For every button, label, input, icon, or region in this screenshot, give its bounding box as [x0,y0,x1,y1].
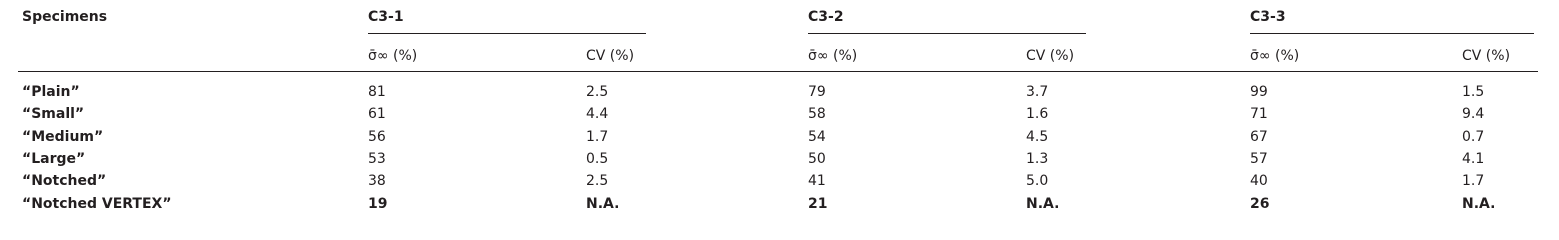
table-cell: 50 [808,151,826,167]
table-cell: 2.5 [586,84,609,100]
group-underline-c3-2 [808,33,1086,34]
table-cell: 1.7 [1462,173,1485,189]
table-cell: 40 [1250,173,1268,189]
row-label: “Small” [22,106,85,122]
table-cell: 58 [808,106,826,122]
table-cell: 2.5 [586,173,609,189]
table-cell: 53 [368,151,386,167]
group-underline-c3-3 [1250,33,1534,34]
table-cell: 4.5 [1026,129,1049,145]
row-label: “Notched” [22,173,107,189]
row-label: “Large” [22,151,86,167]
row-label: “Notched VERTEX” [22,196,172,212]
table-cell: 61 [368,106,386,122]
row-label: “Medium” [22,129,104,145]
subheader-stress-c3-2: σ̄∞ (%) [808,48,858,64]
table-cell: N.A. [586,196,620,212]
table-cell: 4.4 [586,106,609,122]
group-header-c3-2: C3-2 [808,9,844,25]
table-cell: 3.7 [1026,84,1049,100]
table-cell: 54 [808,129,826,145]
table-cell: 1.3 [1026,151,1049,167]
subheader-cv-c3-3: CV (%) [1462,48,1511,64]
table-cell: 21 [808,196,828,212]
group-header-c3-1: C3-1 [368,9,404,25]
table-cell: 19 [368,196,388,212]
table-cell: 57 [1250,151,1268,167]
table-cell: N.A. [1026,196,1060,212]
table-cell: 38 [368,173,386,189]
group-header-c3-3: C3-3 [1250,9,1286,25]
table-cell: 1.7 [586,129,609,145]
table-cell: 67 [1250,129,1268,145]
row-label: “Plain” [22,84,80,100]
table-cell: 0.7 [1462,129,1485,145]
table-cell: 9.4 [1462,106,1485,122]
table-cell: 99 [1250,84,1268,100]
subheader-stress-c3-1: σ̄∞ (%) [368,48,418,64]
table-cell: 4.1 [1462,151,1485,167]
table-cell: 26 [1250,196,1270,212]
subheader-cv-c3-1: CV (%) [586,48,635,64]
subheader-stress-c3-3: σ̄∞ (%) [1250,48,1300,64]
table-cell: 1.6 [1026,106,1049,122]
table-cell: 71 [1250,106,1268,122]
table-cell: 5.0 [1026,173,1049,189]
column-header-specimens: Specimens [22,9,108,25]
table-cell: N.A. [1462,196,1496,212]
table-cell: 1.5 [1462,84,1485,100]
subheader-cv-c3-2: CV (%) [1026,48,1075,64]
group-underline-c3-1 [368,33,646,34]
table-cell: 0.5 [586,151,609,167]
table-cell: 41 [808,173,826,189]
table-cell: 56 [368,129,386,145]
table-cell: 79 [808,84,826,100]
header-bottom-rule [18,71,1538,72]
table-cell: 81 [368,84,386,100]
